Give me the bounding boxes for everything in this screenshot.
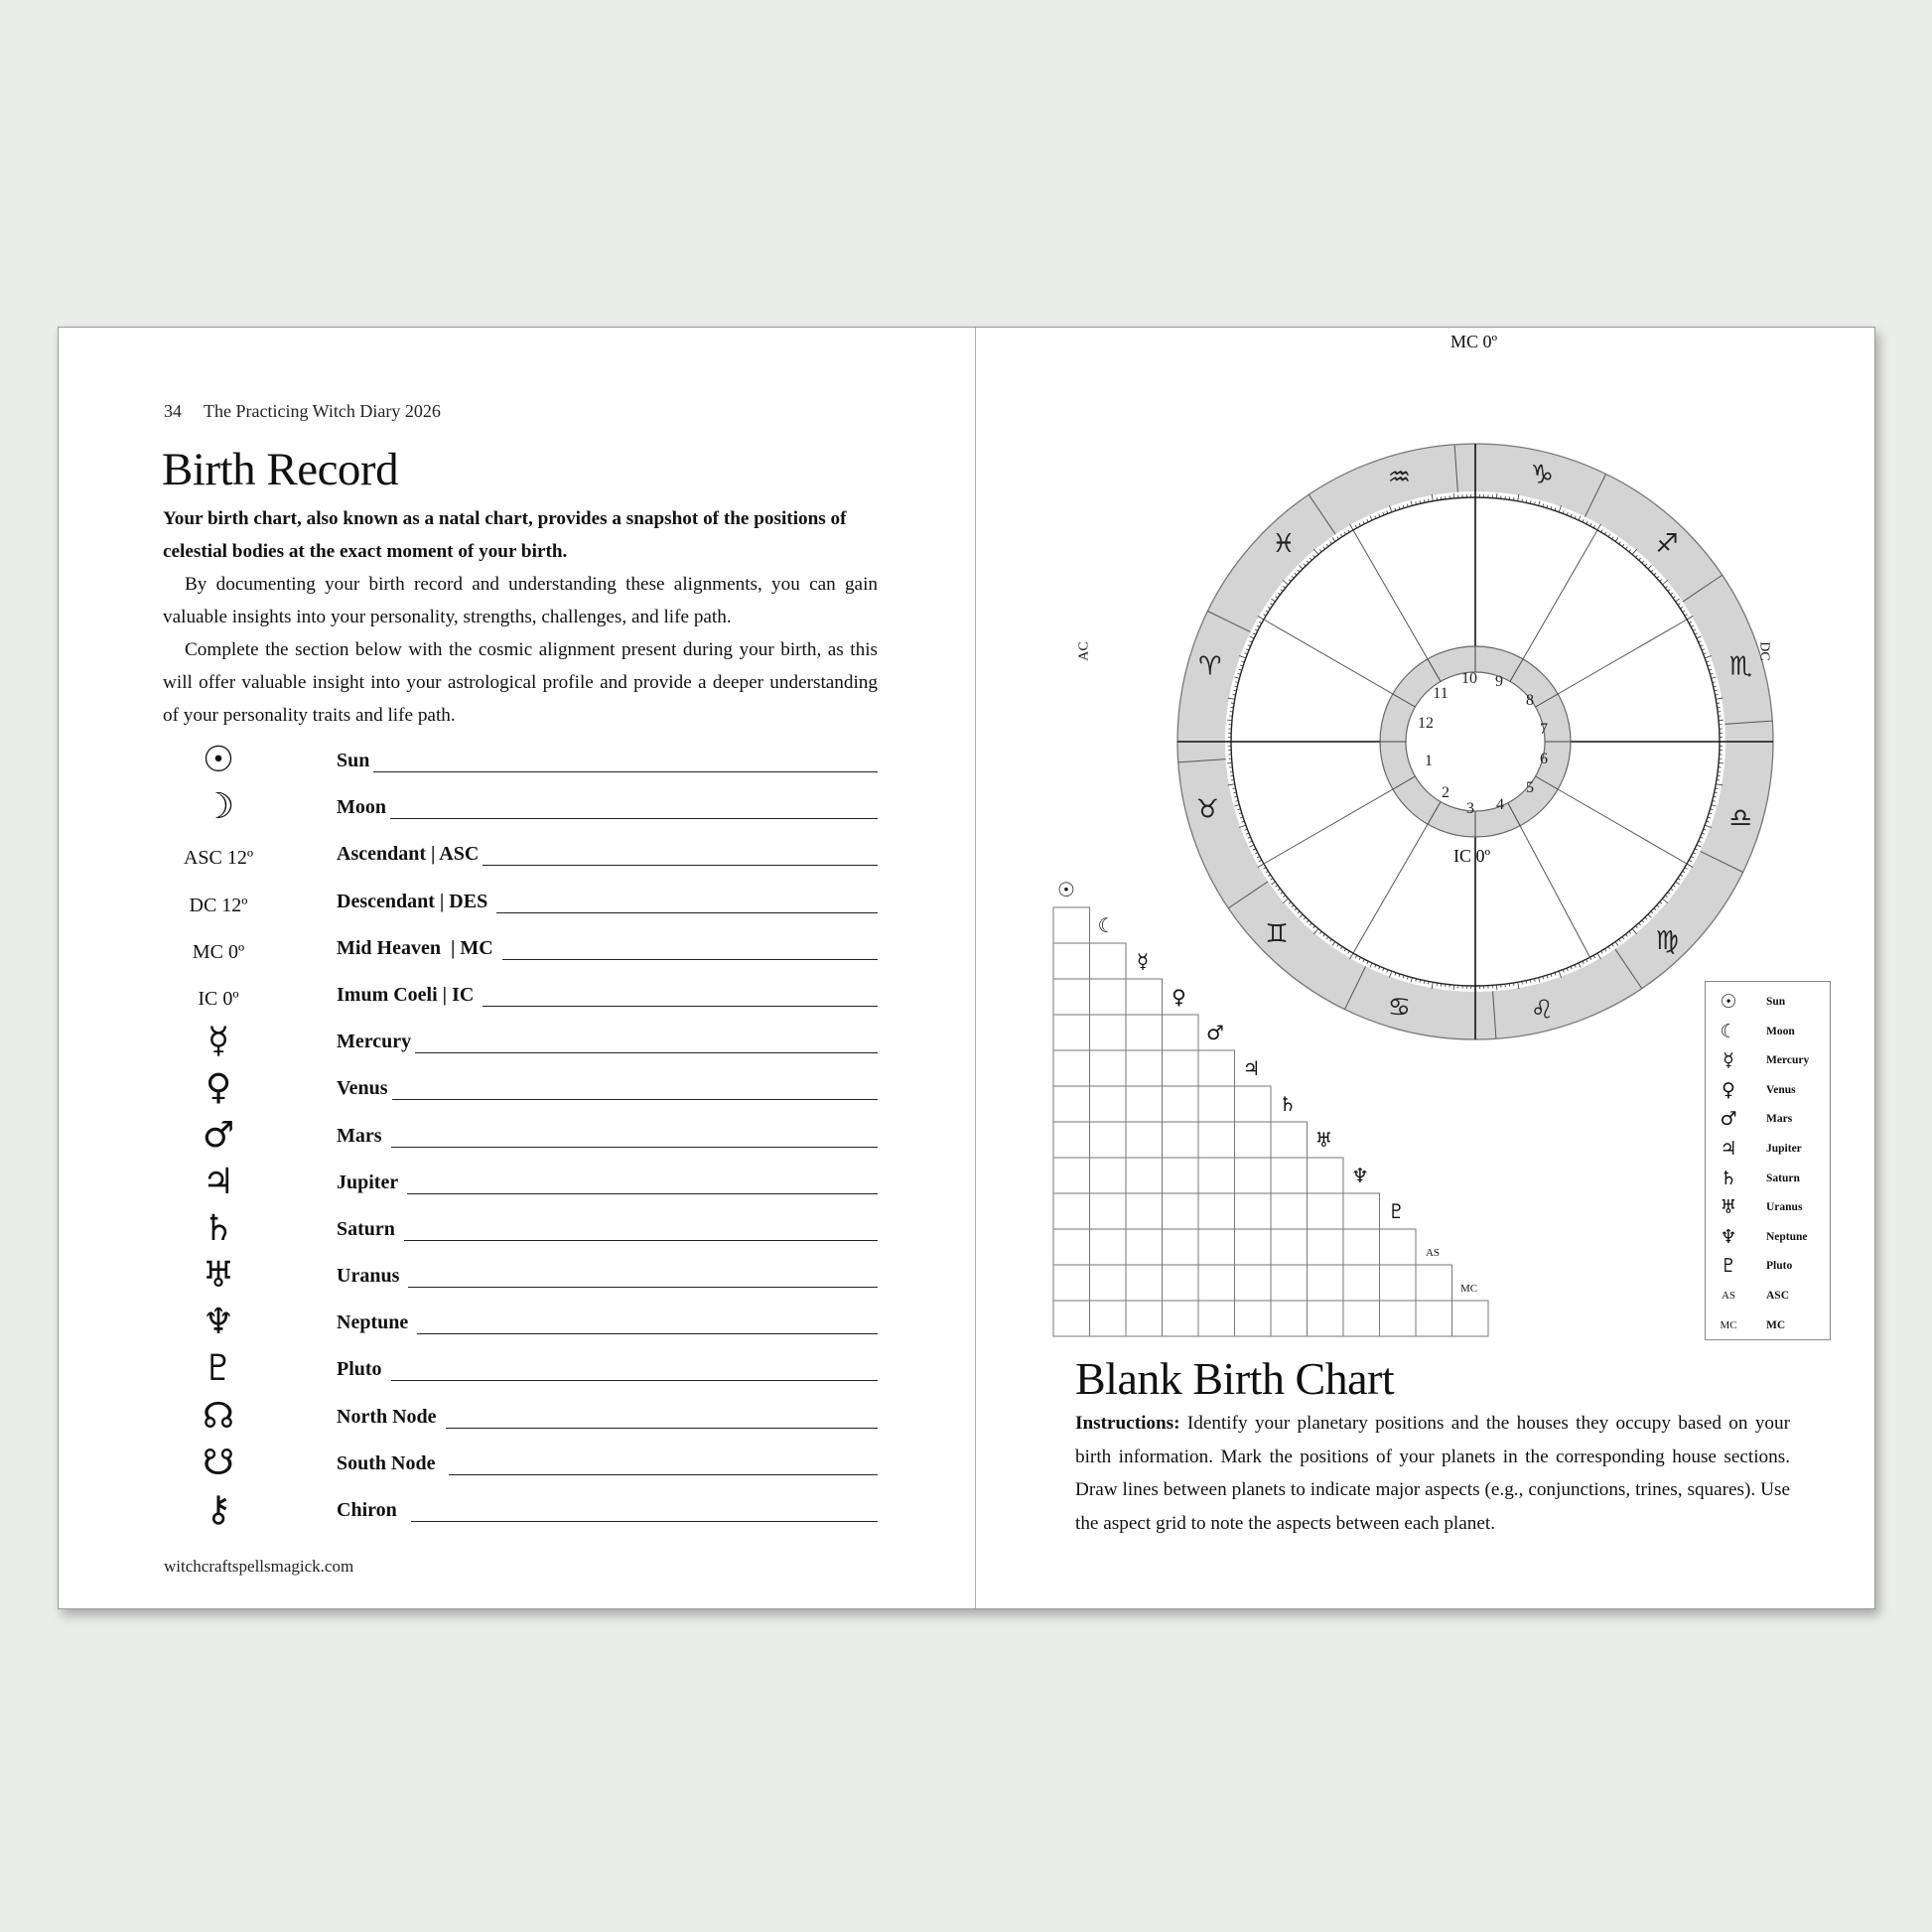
legend-item <box>1706 1134 1830 1164</box>
left-page <box>59 328 975 1608</box>
aspect-grid-cell <box>1235 1086 1272 1122</box>
aspect-grid-cell <box>1126 1050 1163 1086</box>
record-row <box>163 1207 878 1254</box>
write-in-line[interactable] <box>373 752 878 772</box>
aspect-grid-cell <box>1198 1301 1235 1336</box>
aspect-grid-cell <box>1090 1229 1127 1265</box>
house-number: 10 <box>1461 670 1477 687</box>
aspect-grid-cell <box>1198 1086 1235 1122</box>
house-number: 12 <box>1418 715 1434 732</box>
legend-item <box>1706 1164 1830 1193</box>
record-row <box>163 926 878 973</box>
record-row <box>163 1347 878 1394</box>
taurus-sign-icon: ♉︎ <box>1195 794 1219 825</box>
aspect-grid-header-icon: ♂ <box>1206 1021 1224 1044</box>
legend-label: Sun <box>1766 996 1786 1008</box>
legend-label: Moon <box>1766 1025 1795 1037</box>
record-field <box>337 1357 878 1381</box>
record-label: Imum Coeli | IC <box>337 983 480 1006</box>
aspect-grid-cell <box>1126 1265 1163 1301</box>
write-in-line[interactable] <box>496 893 878 913</box>
aspect-grid-cell <box>1163 1122 1199 1158</box>
aspect-grid-cell <box>1053 907 1090 943</box>
aspect-grid-cell <box>1198 1193 1235 1229</box>
sun-icon: ☉ <box>202 740 235 780</box>
aspect-grid-cell <box>1053 1301 1090 1336</box>
angle-degree-label: MC 0º <box>192 940 245 963</box>
chiron-icon: ⚷ <box>205 1489 232 1530</box>
record-row <box>163 1488 878 1535</box>
record-row <box>163 1066 878 1113</box>
aspect-grid-cell <box>1090 1158 1127 1193</box>
record-row <box>163 1020 878 1066</box>
record-label: Mercury <box>337 1031 412 1053</box>
record-label: Descendant | DES <box>337 890 493 912</box>
degree-tick <box>1522 981 1523 984</box>
legend-label: Venus <box>1766 1083 1796 1096</box>
legend-item <box>1706 1192 1830 1222</box>
aspect-grid-cell <box>1235 1301 1272 1336</box>
aspect-grid-cell <box>1235 1158 1272 1193</box>
aspect-grid-cell <box>1090 1122 1127 1158</box>
record-label: Uranus <box>337 1265 405 1288</box>
aspect-grid-cell <box>1090 1050 1127 1086</box>
angle-degree-label: ASC 12º <box>183 847 254 870</box>
ic-label: IC 0º <box>1453 846 1491 866</box>
aspect-grid-cell <box>1163 1265 1199 1301</box>
house-number: 11 <box>1433 685 1449 702</box>
aspect-grid-cell <box>1090 1265 1127 1301</box>
record-field <box>337 1076 878 1100</box>
venus-icon: ♀ <box>205 1067 232 1109</box>
legend-item <box>1706 1281 1830 1311</box>
legend-item <box>1706 1222 1830 1252</box>
aspect-grid-cell <box>1343 1265 1380 1301</box>
aspect-grid-header-icon: ☾ <box>1097 913 1116 937</box>
aspect-grid-cell <box>1308 1301 1344 1336</box>
record-label: Neptune <box>337 1311 414 1334</box>
running-head <box>164 401 441 422</box>
record-field <box>337 795 878 819</box>
legend-symbol-icon: ☾ <box>1720 1020 1737 1042</box>
write-in-line[interactable] <box>415 1033 878 1053</box>
record-row <box>163 973 878 1020</box>
aspect-grid-cell <box>1163 1015 1199 1050</box>
aquarius-sign-icon: ♒︎ <box>1387 462 1412 492</box>
legend-symbol-icon: MC <box>1720 1318 1737 1331</box>
record-label: Sun <box>337 750 370 771</box>
aspect-grid-cell <box>1163 1050 1199 1086</box>
aspect-grid-cell <box>1235 1193 1272 1229</box>
aspect-grid-cell <box>1053 1050 1090 1086</box>
write-in-line[interactable] <box>483 986 878 1007</box>
body-paragraph: By documenting your birth record and understanding these alignments, you can gain valuable insights into your personality, strengths, challenges, and life path. <box>163 574 878 627</box>
legend-symbol-icon: ♃ <box>1720 1138 1737 1160</box>
aspect-grid-cell <box>1126 1229 1163 1265</box>
scorpio-sign-icon: ♏︎ <box>1728 651 1752 682</box>
record-label: Saturn <box>337 1217 400 1240</box>
degree-tick <box>1715 694 1718 695</box>
aspect-grid-cell <box>1163 1229 1199 1265</box>
legend-item <box>1706 1251 1830 1281</box>
record-row <box>163 1301 878 1347</box>
legend-symbol-icon: ♂ <box>1720 1108 1737 1131</box>
leo-sign-icon: ♌︎ <box>1530 995 1554 1026</box>
aspect-grid-cell <box>1235 1122 1272 1158</box>
aspect-grid-cell <box>1126 1122 1163 1158</box>
aspect-grid-header-icon: ♅ <box>1314 1128 1333 1152</box>
aspect-grid-cell <box>1053 943 1090 979</box>
house-number: 1 <box>1425 753 1433 769</box>
instructions-text: Identify your planetary positions and the houses they occupy based on your birth information. Mark the positions of your planets in the corresponding house sections. Draw lines between planets to indicate major aspects (e.g., conjunctions, trines, squares). Use the aspect grid to note the aspects between each planet. <box>1075 1413 1790 1534</box>
record-label: Chiron <box>337 1499 407 1521</box>
aspect-grid-cell <box>1271 1301 1308 1336</box>
record-field <box>337 1171 878 1194</box>
legend-label: MC <box>1766 1318 1786 1331</box>
record-label: South Node <box>337 1451 446 1474</box>
record-label: Pluto <box>337 1358 387 1381</box>
aspect-grid-cell <box>1053 1122 1090 1158</box>
aspect-grid-cell <box>1090 1193 1127 1229</box>
legend-item <box>1706 1075 1830 1105</box>
record-label: Venus <box>337 1077 388 1100</box>
aspect-grid-cell <box>1198 1158 1235 1193</box>
aspect-grid-cell <box>1053 979 1090 1015</box>
aspect-grid-cell <box>1198 1050 1235 1086</box>
aspect-grid-header-icon: MC <box>1459 1283 1478 1295</box>
write-in-line[interactable] <box>392 1079 878 1100</box>
aspect-grid-cell <box>1343 1301 1380 1336</box>
write-in-line[interactable] <box>502 939 878 960</box>
record-field <box>337 983 878 1007</box>
cancer-sign-icon: ♋︎ <box>1387 993 1412 1024</box>
moon-icon: ☽ <box>202 786 235 828</box>
write-in-line[interactable] <box>411 1501 878 1522</box>
record-row <box>163 880 878 926</box>
aspect-grid-cell <box>1163 1193 1199 1229</box>
aries-sign-icon: ♈︎ <box>1198 651 1222 682</box>
record-field <box>337 1451 878 1475</box>
aspect-grid-cell <box>1090 1015 1127 1050</box>
aspect-grid-cell <box>1090 943 1127 979</box>
mercury-icon: ☿ <box>207 1021 230 1062</box>
aspect-grid-cell <box>1308 1193 1344 1229</box>
aspect-grid-cell <box>1271 1265 1308 1301</box>
record-row <box>163 1442 878 1488</box>
aspect-grid-cell <box>1126 1301 1163 1336</box>
write-in-line[interactable] <box>417 1313 878 1334</box>
aspect-grid-cell <box>1053 1229 1090 1265</box>
write-in-line[interactable] <box>483 845 878 866</box>
aspect-grid-cell <box>1271 1193 1308 1229</box>
aspect-grid-cell <box>1126 1086 1163 1122</box>
legend-label: Mercury <box>1766 1054 1810 1067</box>
record-field <box>337 1311 878 1334</box>
house-number: 8 <box>1526 692 1534 709</box>
house-number: 4 <box>1496 796 1504 813</box>
aspect-grid-cell <box>1198 1122 1235 1158</box>
record-label: Ascendant | ASC <box>337 843 480 866</box>
legend-symbol-icon: ☿ <box>1723 1049 1734 1072</box>
record-row <box>163 1161 878 1207</box>
aspect-grid-cell <box>1198 1229 1235 1265</box>
virgo-sign-icon: ♍︎ <box>1655 925 1679 956</box>
aspect-grid-cell <box>1053 1193 1090 1229</box>
right-page <box>976 328 1874 1608</box>
aspect-grid-cell <box>1163 1301 1199 1336</box>
aspect-grid-cell <box>1053 1015 1090 1050</box>
legend-label: ASC <box>1766 1290 1790 1302</box>
aspect-grid-header-icon: ♃ <box>1242 1056 1261 1080</box>
record-field <box>337 1498 878 1522</box>
record-field <box>337 936 878 960</box>
aspect-grid-cell <box>1343 1193 1380 1229</box>
mars-icon: ♂ <box>202 1114 235 1156</box>
record-field <box>337 890 878 913</box>
record-row <box>163 739 878 785</box>
record-field <box>337 1217 878 1241</box>
uranus-icon: ♅ <box>202 1255 235 1297</box>
record-field <box>337 1264 878 1288</box>
legend-item <box>1706 1017 1830 1046</box>
record-field <box>337 842 878 866</box>
aspect-grid-cell <box>1380 1301 1417 1336</box>
jupiter-icon: ♃ <box>202 1161 235 1202</box>
north-node-icon: ☊ <box>203 1395 234 1437</box>
pluto-icon: ♇ <box>202 1348 235 1390</box>
legend-symbol-icon: AS <box>1721 1290 1736 1302</box>
legend-label: Mars <box>1766 1113 1793 1126</box>
legend-label: Uranus <box>1766 1201 1803 1214</box>
aspect-grid-cell <box>1235 1229 1272 1265</box>
write-in-line[interactable] <box>390 798 878 819</box>
legend-item <box>1706 1311 1830 1340</box>
record-label: Jupiter <box>337 1171 403 1193</box>
record-label: Mid Heaven | MC <box>337 936 498 959</box>
degree-tick <box>1233 694 1236 695</box>
house-number: 7 <box>1540 721 1548 738</box>
write-in-line[interactable] <box>391 1360 878 1381</box>
footer-url: witchcraftspellsmagick.com <box>164 1557 354 1576</box>
aspect-grid-cell <box>1126 979 1163 1015</box>
legend-symbol-icon: ♀ <box>1722 1078 1735 1101</box>
neptune-icon: ♆ <box>202 1302 235 1343</box>
aspect-grid-cell <box>1126 1158 1163 1193</box>
aspect-grid-cell <box>1271 1229 1308 1265</box>
mc-label: MC 0º <box>1450 332 1498 351</box>
lead-paragraph: Your birth chart, also known as a natal chart, provides a snapshot of the positions of celestial bodies at the exact moment of your birth. <box>163 508 847 562</box>
legend-label: Pluto <box>1766 1260 1793 1273</box>
aspect-grid-cell <box>1380 1229 1417 1265</box>
aspect-grid-cell <box>1343 1229 1380 1265</box>
legend-symbol-icon: ♇ <box>1720 1255 1737 1278</box>
dc-label: DC <box>1756 641 1772 661</box>
record-label: Moon <box>337 796 386 819</box>
write-in-line[interactable] <box>407 1173 878 1194</box>
legend-item <box>1706 1045 1830 1075</box>
legend-symbol-icon: ♅ <box>1720 1196 1737 1219</box>
write-in-line[interactable] <box>404 1220 878 1241</box>
sagittarius-sign-icon: ♐︎ <box>1655 529 1679 560</box>
legend-item <box>1706 1104 1830 1134</box>
book-title: The Practicing Witch Diary 2026 <box>204 401 441 421</box>
birth-record-form <box>163 739 878 1535</box>
legend-item <box>1706 987 1830 1017</box>
book-spread <box>58 327 1875 1609</box>
aspect-grid-cell <box>1198 1265 1235 1301</box>
aspect-grid-cell <box>1090 1086 1127 1122</box>
legend-label: Jupiter <box>1766 1143 1802 1155</box>
degree-tick <box>1428 981 1429 984</box>
legend-label: Neptune <box>1766 1230 1808 1243</box>
record-field <box>337 1030 878 1053</box>
instructions-label: Instructions: <box>1075 1413 1180 1434</box>
libra-sign-icon: ♎︎ <box>1728 803 1752 834</box>
house-number: 3 <box>1466 800 1474 817</box>
aspect-grid-cell <box>1380 1265 1417 1301</box>
legend-symbol-icon: ♄ <box>1720 1167 1737 1189</box>
capricorn-sign-icon: ♑︎ <box>1530 460 1554 490</box>
record-label: Mars <box>337 1124 387 1147</box>
record-row <box>163 832 878 879</box>
aspect-grid-cell <box>1126 1193 1163 1229</box>
body-paragraph: Complete the section below with the cosmic alignment present during your birth, as this will offer valuable insight into your astrological profile and provide a deeper understanding of your personality traits and life path. <box>163 639 878 726</box>
aspect-grid-cell <box>1416 1301 1452 1336</box>
legend-label: Saturn <box>1766 1172 1800 1184</box>
aspect-grid-header-icon: ☉ <box>1057 878 1075 901</box>
aspect-grid-cell <box>1090 979 1127 1015</box>
gemini-sign-icon: ♊︎ <box>1265 919 1289 950</box>
page-number: 34 <box>164 401 182 421</box>
house-number: 2 <box>1442 784 1449 801</box>
aspect-grid-cell <box>1271 1158 1308 1193</box>
south-node-icon: ☋ <box>203 1442 234 1483</box>
record-row <box>163 1254 878 1301</box>
angle-degree-label: DC 12º <box>189 894 248 916</box>
write-in-line[interactable] <box>391 1127 878 1148</box>
record-field <box>337 749 878 772</box>
house-number: 5 <box>1526 779 1534 796</box>
degree-tick <box>1522 499 1523 502</box>
instructions-paragraph <box>1075 1407 1790 1540</box>
section-title: Blank Birth Chart <box>1075 1353 1395 1404</box>
legend-symbol-icon: ♆ <box>1720 1225 1737 1248</box>
record-row <box>163 1395 878 1442</box>
aspect-grid-header-icon: ♇ <box>1387 1199 1406 1223</box>
symbol-legend <box>1705 981 1831 1340</box>
aspect-grid-header-icon: ♄ <box>1279 1092 1297 1116</box>
degree-tick <box>1715 788 1718 789</box>
degree-tick <box>1233 788 1236 789</box>
aspect-grid-header-icon: ☿ <box>1136 949 1150 973</box>
aspect-grid-cell <box>1308 1229 1344 1265</box>
aspect-grid-cell <box>1416 1265 1452 1301</box>
aspect-grid-cell <box>1053 1086 1090 1122</box>
aspect-grid-cell <box>1308 1158 1344 1193</box>
write-in-line[interactable] <box>449 1454 878 1475</box>
page-title: Birth Record <box>162 444 399 495</box>
house-number: 9 <box>1495 673 1503 690</box>
aspect-grid-cell <box>1126 1015 1163 1050</box>
aspect-grid-cell <box>1271 1122 1308 1158</box>
aspect-grid-cell <box>1163 1158 1199 1193</box>
degree-tick <box>1428 499 1429 502</box>
write-in-line[interactable] <box>446 1408 878 1429</box>
aspect-grid-header-icon: AS <box>1425 1247 1441 1259</box>
aspect-grid-cell <box>1452 1301 1489 1336</box>
record-row <box>163 1114 878 1161</box>
write-in-line[interactable] <box>408 1267 878 1288</box>
saturn-icon: ♄ <box>202 1207 235 1249</box>
aspect-grid-cell <box>1090 1301 1127 1336</box>
aspect-grid-header-icon: ♆ <box>1351 1164 1369 1187</box>
aspect-grid-cell <box>1235 1265 1272 1301</box>
record-field <box>337 1405 878 1429</box>
aspect-grid-cell <box>1053 1158 1090 1193</box>
house-ring-center <box>1406 672 1545 811</box>
record-row <box>163 785 878 832</box>
aspect-grid-cell <box>1053 1265 1090 1301</box>
pisces-sign-icon: ♓︎ <box>1272 529 1296 560</box>
record-label: North Node <box>337 1405 442 1428</box>
aspect-grid-cell <box>1308 1265 1344 1301</box>
aspect-grid-header-icon: ♀ <box>1172 985 1186 1009</box>
ac-label: AC <box>1076 641 1092 661</box>
record-field <box>337 1124 878 1148</box>
legend-symbol-icon: ☉ <box>1720 991 1737 1013</box>
house-number: 6 <box>1540 751 1548 767</box>
angle-degree-label: IC 0º <box>198 987 239 1010</box>
aspect-grid-cell <box>1163 1086 1199 1122</box>
